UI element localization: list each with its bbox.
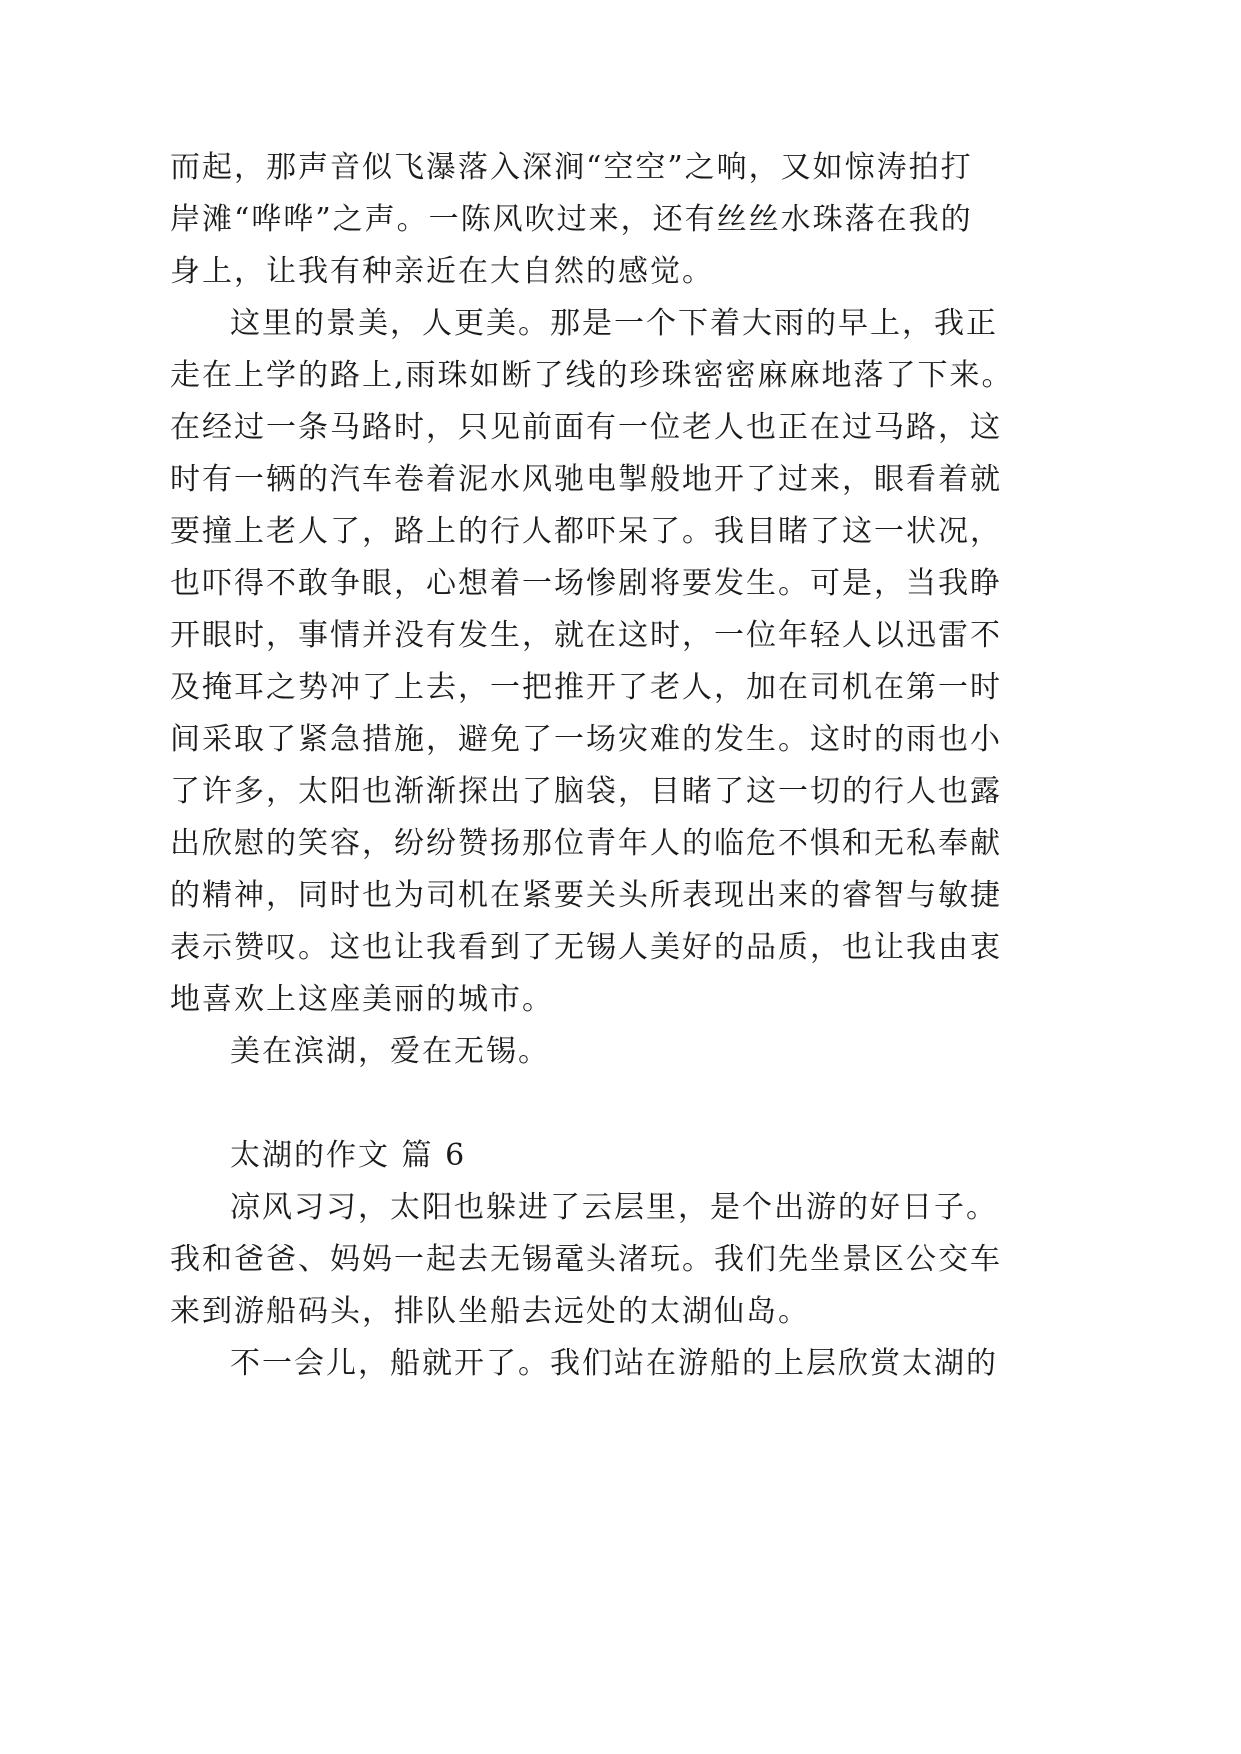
paragraph-line — [0, 190, 1241, 250]
paragraph-line — [0, 450, 1241, 510]
paragraph-line — [0, 1178, 1241, 1238]
paragraph-line — [0, 138, 1241, 198]
line-text: 在经过一条马路时，只见前面有一位老人也正在过马路，这 — [170, 410, 1002, 445]
paragraph-line — [0, 814, 1241, 874]
line-text: 走在上学的路上,雨珠如断了线的珍珠密密麻麻地落了下来。 — [170, 358, 1014, 393]
paragraph-line — [0, 1230, 1241, 1290]
paragraph-line — [0, 398, 1241, 458]
paragraph-line — [0, 294, 1241, 354]
paragraph-line — [0, 918, 1241, 978]
paragraph-line — [0, 1022, 1241, 1082]
paragraph-line — [0, 554, 1241, 614]
line-text: 这里的景美，人更美。那是一个下着大雨的早上，我正 — [230, 306, 998, 341]
paragraph-line — [0, 762, 1241, 822]
paragraph-line — [0, 502, 1241, 562]
paragraph-line — [0, 242, 1241, 302]
line-text: 也吓得不敢争眼，心想着一场惨剧将要发生。可是，当我睁 — [170, 566, 1002, 601]
line-text: 地喜欢上这座美丽的城市。 — [170, 982, 554, 1017]
paragraph-line — [0, 1334, 1241, 1394]
line-text: 身上，让我有种亲近在大自然的感觉。 — [170, 254, 714, 289]
line-text: 不一会儿，船就开了。我们站在游船的上层欣赏太湖的 — [230, 1346, 998, 1381]
line-text: 开眼时，事情并没有发生，就在这时，一位年轻人以迅雷不 — [170, 618, 1002, 653]
line-text: 表示赞叹。这也让我看到了无锡人美好的品质，也让我由衷 — [170, 930, 1002, 965]
line-text: 的精神，同时也为司机在紧要关头所表现出来的睿智与敏捷 — [170, 878, 1002, 913]
paragraph-line — [0, 710, 1241, 770]
line-text: 凉风习习，太阳也躲进了云层里，是个出游的好日子。 — [230, 1190, 998, 1225]
line-text: 岸滩“哗哗”之声。一陈风吹过来，还有丝丝水珠落在我的 — [170, 202, 973, 237]
paragraph-line — [0, 606, 1241, 666]
line-text: 我和爸爸、妈妈一起去无锡鼋头渚玩。我们先坐景区公交车 — [170, 1242, 1002, 1277]
line-text: 时有一辆的汽车卷着泥水风驰电掣般地开了过来，眼看着就 — [170, 462, 1002, 497]
line-text: 了许多，太阳也渐渐探出了脑袋，目睹了这一切的行人也露 — [170, 774, 1002, 809]
section-heading-text: 太湖的作文 篇 6 — [230, 1138, 467, 1173]
line-text: 而起，那声音似飞瀑落入深涧“空空”之响，又如惊涛拍打 — [170, 150, 973, 185]
paragraph-line — [0, 970, 1241, 1030]
line-text: 间采取了紧急措施，避免了一场灾难的发生。这时的雨也小 — [170, 722, 1002, 757]
paragraph-line — [0, 658, 1241, 718]
line-text: 出欣慰的笑容，纷纷赞扬那位青年人的临危不惧和无私奉献 — [170, 826, 1002, 861]
paragraph-line — [0, 866, 1241, 926]
line-text: 美在滨湖，爱在无锡。 — [230, 1034, 550, 1069]
line-text: 要撞上老人了，路上的行人都吓呆了。我目睹了这一状况， — [170, 514, 1002, 549]
line-text: 来到游船码头，排队坐船去远处的太湖仙岛。 — [170, 1294, 810, 1329]
line-text: 及掩耳之势冲了上去，一把推开了老人，加在司机在第一时 — [170, 670, 1002, 705]
section-heading — [0, 1126, 1241, 1186]
paragraph-line — [0, 346, 1241, 406]
paragraph-line — [0, 1282, 1241, 1342]
